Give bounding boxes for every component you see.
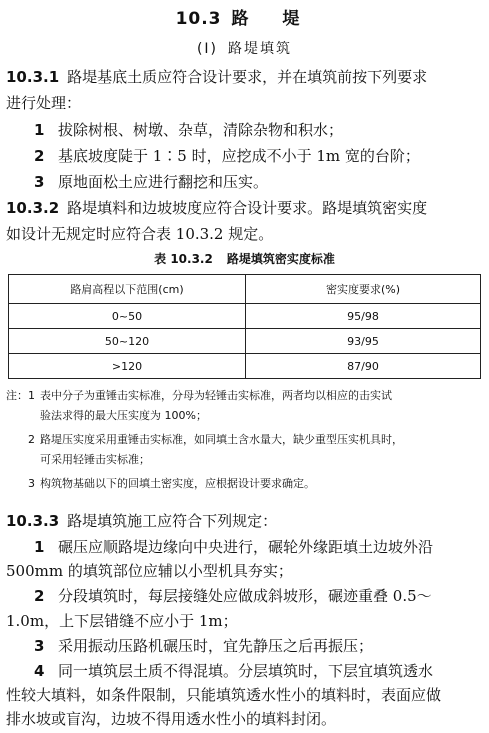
note-label: 注： xyxy=(6,389,28,402)
table-header: 路肩高程以下范围(cm) xyxy=(9,275,246,304)
table-cell: 87/90 xyxy=(246,354,481,379)
section-title: 路 堤 xyxy=(231,9,314,29)
density-table xyxy=(8,274,481,379)
table-cell: 0~50 xyxy=(9,304,246,329)
clause-10-3-1-line2: 进行处理： xyxy=(6,94,82,112)
section-heading xyxy=(0,4,489,29)
subsection-heading xyxy=(0,38,489,58)
table-header-row xyxy=(9,275,481,304)
clause-10-3-1-line1 xyxy=(6,66,483,88)
clause-item xyxy=(6,145,483,167)
clause-text: 路堤基底土质应符合设计要求，并在填筑前按下列要求 xyxy=(67,68,428,86)
note-item xyxy=(6,430,483,470)
item-number: 3 xyxy=(34,173,45,191)
item-number: 1 xyxy=(34,538,45,556)
item-number: 4 xyxy=(34,662,45,680)
clause-10-3-2-line2: 如设计无规定时应符合表 10.3.2 规定。 xyxy=(6,225,274,243)
note-text: 表中分子为重锤击实标准，分母为轻锤击实标准，两者均以相应的击实试 xyxy=(40,389,392,402)
item-text: 拔除树根、树墩、杂草，清除杂物和积水； xyxy=(58,121,344,139)
note-number: 2 xyxy=(28,433,35,446)
clause-text: 路堤填料和边坡坡度应符合设计要求。路堤填筑密实度 xyxy=(67,199,428,217)
note-item xyxy=(6,474,483,494)
clause-item xyxy=(6,660,483,682)
item-number: 2 xyxy=(34,147,45,165)
note-text: 验法求得的最大压实度为 100%； xyxy=(40,409,207,422)
table-number: 表 10.3.2 xyxy=(154,252,213,266)
table-row xyxy=(9,304,481,329)
item-continuation: 500mm 的填筑部位应辅以小型机具夯实； xyxy=(6,562,293,580)
table-title: 路堤填筑密实度标准 xyxy=(226,252,335,266)
table-cell: 95/98 xyxy=(246,304,481,329)
item-text: 碾压应顺路堤边缘向中央进行，碾轮外缘距填土边坡外沿 xyxy=(58,538,434,556)
item-text: 同一填筑层土质不得混填。分层填筑时，下层宜填筑透水 xyxy=(58,662,434,680)
table-cell: 50~120 xyxy=(9,329,246,354)
table-cell: >120 xyxy=(9,354,246,379)
table-caption xyxy=(0,250,489,267)
item-text: 分段填筑时，每层接缝处应做成斜坡形，碾迹重叠 0.5～ xyxy=(58,587,432,605)
clause-10-3-2-line1 xyxy=(6,197,483,219)
table-header: 密实度要求(%) xyxy=(246,275,481,304)
clause-item xyxy=(6,585,483,607)
table-row xyxy=(9,354,481,379)
item-text: 原地面松土应进行翻挖和压实。 xyxy=(58,173,269,191)
item-number: 2 xyxy=(34,587,45,605)
item-continuation: 1.0m，上下层错缝不应小于 1m； xyxy=(6,612,238,630)
item-continuation: 排水坡或盲沟，边坡不得用透水性小的填料封闭。 xyxy=(6,710,337,728)
table-notes xyxy=(6,386,483,494)
section-number: 10.3 xyxy=(175,9,222,29)
item-number: 3 xyxy=(34,637,45,655)
clause-text: 路堤填筑施工应符合下列规定： xyxy=(67,512,278,530)
item-text: 基底坡度陡于 1∶5 时，应挖成不小于 1m 宽的台阶； xyxy=(58,147,420,165)
clause-item xyxy=(6,171,483,193)
clause-10-3-3-line1 xyxy=(6,510,483,532)
clause-item xyxy=(6,119,483,141)
subsection-title: 路堤填筑 xyxy=(228,41,293,57)
note-text: 路堤压实度采用重锤击实标准，如同填土含水量大，缺少重型压实机具时， xyxy=(40,433,403,446)
clause-number: 10.3.2 xyxy=(6,199,60,217)
item-text: 采用振动压路机碾压时，宜先静压之后再振压； xyxy=(58,637,374,655)
item-continuation: 性较大填料，如条件限制，只能填筑透水性小的填料时，表面应做 xyxy=(6,686,442,704)
note-number: 3 xyxy=(28,477,35,490)
clause-item xyxy=(6,536,483,558)
clause-item xyxy=(6,635,483,657)
table-cell: 93/95 xyxy=(246,329,481,354)
note-text: 构筑物基础以下的回填土密实度，应根据设计要求确定。 xyxy=(40,477,315,490)
note-item xyxy=(6,386,483,426)
note-text: 可采用轻锤击实标准； xyxy=(40,453,150,466)
clause-number: 10.3.3 xyxy=(6,512,60,530)
clause-number: 10.3.1 xyxy=(6,68,60,86)
subsection-number: (Ⅰ) xyxy=(196,41,219,57)
item-number: 1 xyxy=(34,121,45,139)
note-number: 1 xyxy=(28,389,35,402)
table-row xyxy=(9,329,481,354)
